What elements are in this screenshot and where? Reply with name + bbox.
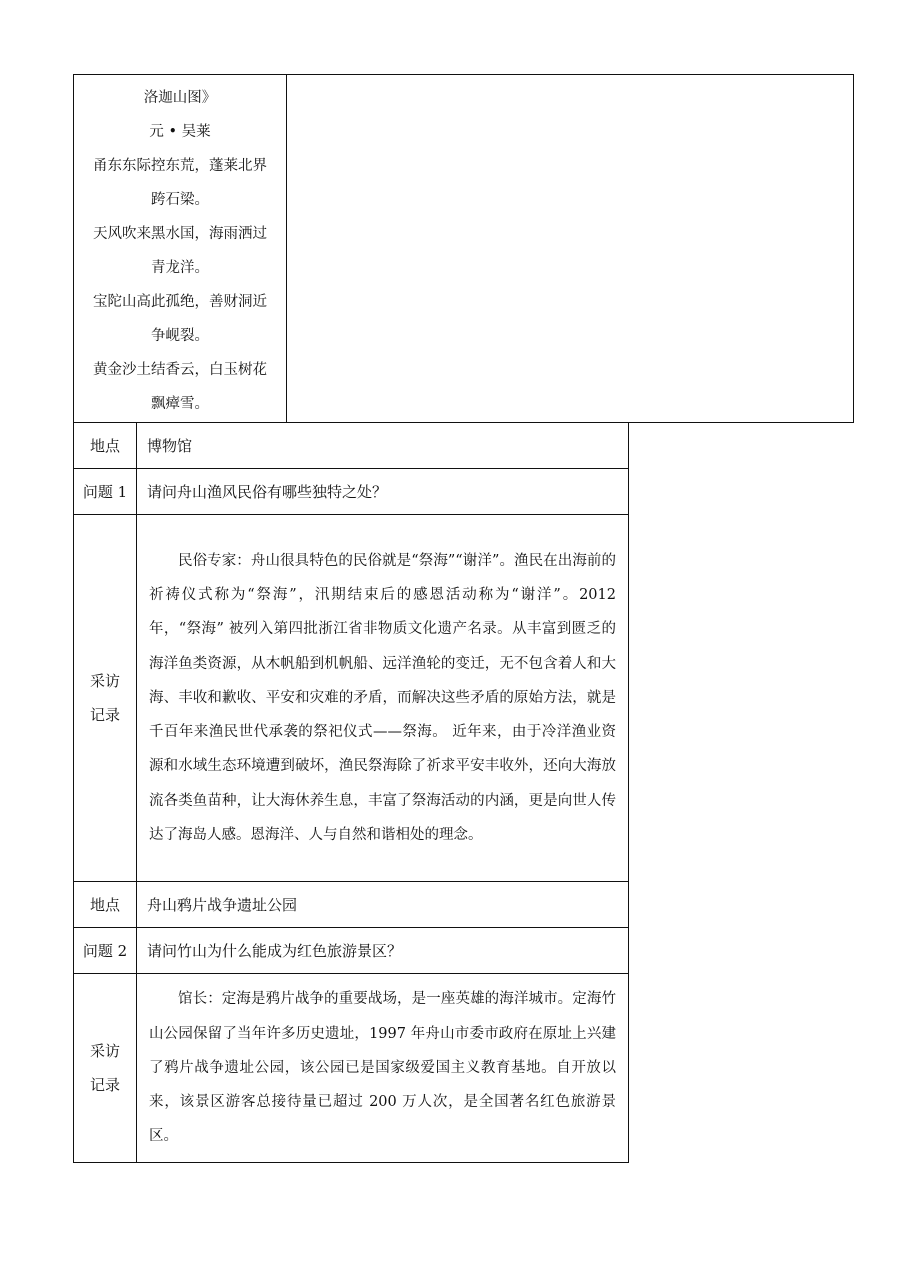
question-value: 请问竹山为什么能成为红色旅游景区？	[137, 928, 629, 974]
record-text: 馆长：定海是鸦片战争的重要战场，是一座英雄的海洋城市。定海竹山公园保留了当年许多历史遗址，1997 年舟山市委市政府在原址上兴建了鸦片战争遗址公园，该公园已是国家级爱国主义教育基地。自开放以来，该景区游客总接待量已超过 200 万人次，是全国著名红色旅游景区。	[149, 991, 616, 1145]
place-value: 博物馆	[137, 423, 629, 469]
question-row	[74, 928, 629, 974]
record-text: 民俗专家：舟山很具特色的民俗就是“祭海”“谢洋”。渔民在出海前的祈祷仪式称为“祭海”，汛期结束后的感恩活动称为“谢洋”。2012 年，“祭海” 被列入第四批浙江省非物质文化遗产名录。从丰富到匮乏的海洋鱼类资源，从木帆船到机帆船、远洋渔轮的变迁，无不包含着人和大海、丰收和歉收、平安和灾难的矛盾，而解决这些矛盾的原始方法，就是千百年来渔民世代承袭的祭祀仪式——祭海。 近年来，由于冷洋渔业资源和水域生态环境遭到破坏，渔民祭海除了祈求平安丰收外，还向大海放流各类鱼苗种，让大海休养生息，丰富了祭海活动的内涵，更是向世人传达了海岛人感。恩海洋、人与自然和谐相处的理念。	[149, 552, 616, 844]
poem-table	[73, 74, 854, 423]
record-label-line: 采访	[89, 1042, 120, 1060]
place-row	[74, 882, 629, 928]
record-label-line: 记录	[89, 1076, 120, 1094]
poem-line: 黄金沙土结香云，白玉树花	[93, 362, 267, 378]
record-row	[74, 974, 629, 1163]
place-label: 地点	[74, 882, 137, 928]
poem-line: 飘瘴雪。	[151, 396, 209, 412]
poem-cell	[74, 75, 287, 422]
poem-line: 青龙洋。	[151, 260, 209, 276]
record-label	[74, 974, 137, 1163]
record-cell	[137, 515, 629, 882]
poem-line: 争岘裂。	[151, 328, 209, 344]
poem-line: 天风吹来黑水国，海雨洒过	[93, 226, 267, 242]
question-label: 问题 2	[74, 928, 137, 974]
record-row	[74, 515, 629, 882]
place-label: 地点	[74, 423, 137, 469]
poem-line: 元 • 吴莱	[149, 124, 211, 140]
record-label-line: 采访	[89, 672, 120, 690]
poem-line: 甬东东际控东荒，蓬莱北界	[93, 158, 267, 174]
place-value: 舟山鸦片战争遗址公园	[137, 882, 629, 928]
record-label	[74, 515, 137, 882]
question-row	[74, 469, 629, 515]
record-label-line: 记录	[89, 706, 120, 724]
poem-line: 宝陀山高此孤绝，善财洞近	[93, 294, 267, 310]
empty-cell	[287, 75, 853, 422]
question-label: 问题 1	[74, 469, 137, 515]
poem-line: 洛迦山图》	[143, 90, 217, 106]
place-row	[74, 423, 629, 469]
interview-table	[73, 422, 629, 1163]
record-cell	[137, 974, 629, 1163]
question-value: 请问舟山渔风民俗有哪些独特之处？	[137, 469, 629, 515]
poem-line: 跨石梁。	[151, 192, 209, 208]
